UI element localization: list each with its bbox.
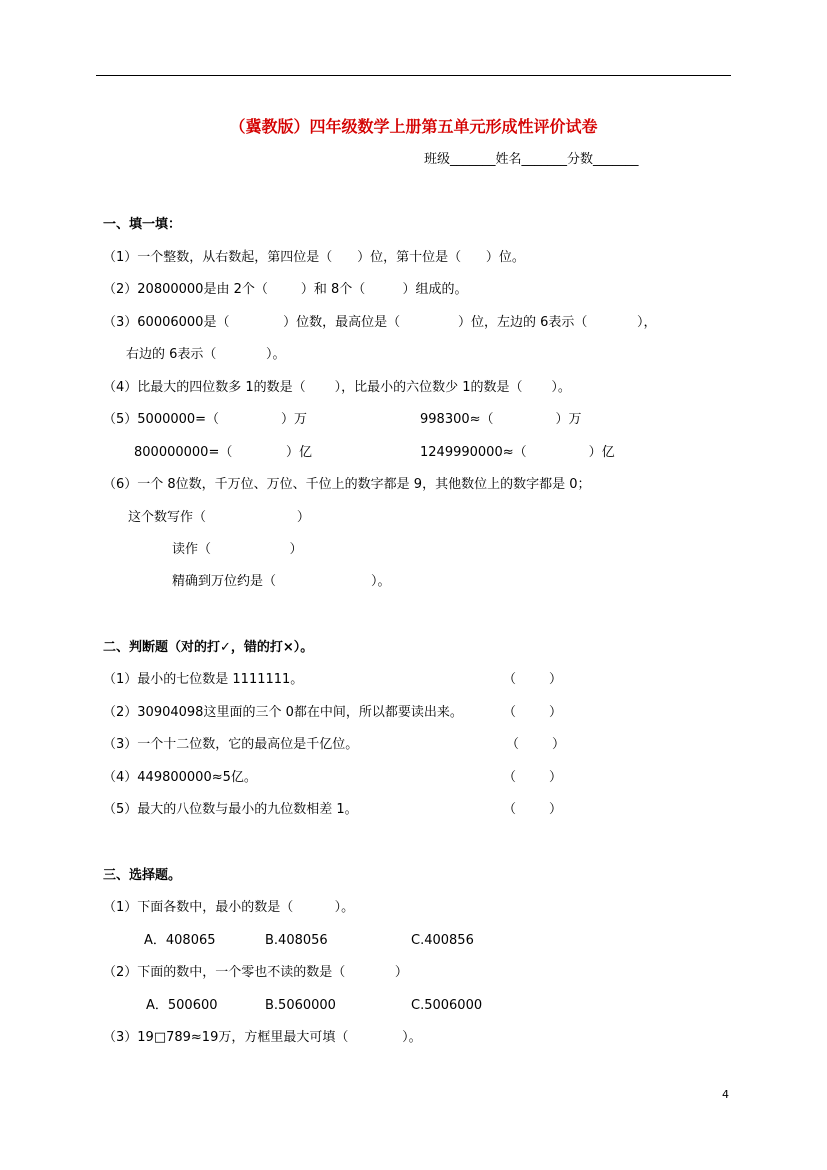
- s3-question-1: （1）下面各数中，最小的数是（ ）。: [103, 900, 355, 915]
- s2-item-3-text: （3）一个十二位数，它的最高位是千亿位。: [103, 737, 359, 752]
- s1-question-5a-right: 998300≈（ ）万: [420, 412, 582, 427]
- s2-item-4-answer: （ ）: [503, 770, 563, 785]
- s3-q2-option-b: B.5060000: [265, 998, 336, 1013]
- s1-question-6b: 读作（ ）: [172, 542, 303, 557]
- s3-question-3: （3）19□789≈19万，方框里最大可填（ ）。: [103, 1030, 422, 1045]
- s3-q2-option-c: C.5006000: [411, 998, 483, 1013]
- s1-question-3a: （3）60006000是（ ）位数，最高位是（ ）位，左边的 6表示（ ），: [103, 315, 657, 330]
- s2-item-2-answer: （ ）: [503, 705, 563, 720]
- s2-item-4-text: （4）449800000≈5亿。: [103, 770, 257, 785]
- s1-question-5b-left: 800000000=（ ）亿: [134, 445, 313, 460]
- s2-item-2-text: （2）30904098这里面的三个 0都在中间，所以都要读出来。: [103, 705, 463, 720]
- s2-item-1-text: （1）最小的七位数是 1111111。: [103, 672, 304, 687]
- s1-question-5b-right: 1249990000≈（ ）亿: [420, 445, 615, 460]
- section-3-heading: 三、选择题。: [103, 868, 182, 883]
- s3-q2-option-a: A．500600: [146, 998, 218, 1013]
- s1-question-2: （2）20800000是由 2个（ ）和 8个（ ）组成的。: [103, 282, 468, 297]
- s1-question-6a: 这个数写作（ ）: [128, 510, 310, 525]
- s1-question-3b: 右边的 6表示（ ）。: [126, 347, 286, 362]
- section-2-heading: 二、判断题（对的打✓，错的打×）。: [103, 640, 314, 655]
- page-title: （冀教版）四年级数学上册第五单元形成性评价试卷: [229, 117, 598, 136]
- section-1-heading: 一、填一填：: [103, 217, 182, 232]
- info-line: 班级_______姓名_______分数_______: [424, 152, 639, 167]
- s1-question-5a-left: （5）5000000=（ ）万: [103, 412, 308, 427]
- s3-question-2: （2）下面的数中，一个零也不读的数是（ ）: [103, 965, 408, 980]
- s2-item-5-text: （5）最大的八位数与最小的九位数相差 1。: [103, 802, 358, 817]
- s2-item-1-answer: （ ）: [503, 672, 563, 687]
- s3-q1-option-a: A．408065: [144, 933, 216, 948]
- s1-question-1: （1）一个整数，从右数起，第四位是（ ）位，第十位是（ ）位。: [103, 250, 525, 265]
- s2-item-5-answer: （ ）: [503, 802, 563, 817]
- s3-q1-option-c: C.400856: [411, 933, 474, 948]
- page-number: 4: [722, 1088, 729, 1101]
- s1-question-6c: 精确到万位约是（ ）。: [172, 574, 391, 589]
- s3-q1-option-b: B.408056: [265, 933, 328, 948]
- header-rule: [96, 75, 731, 76]
- s1-question-6: （6）一个 8位数，千万位、万位、千位上的数字都是 9，其他数位上的数字都是 0；: [103, 477, 591, 492]
- s1-question-4: （4）比最大的四位数多 1的数是（ ），比最小的六位数少 1的数是（ ）。: [103, 380, 571, 395]
- s2-item-3-answer: （ ）: [506, 737, 566, 752]
